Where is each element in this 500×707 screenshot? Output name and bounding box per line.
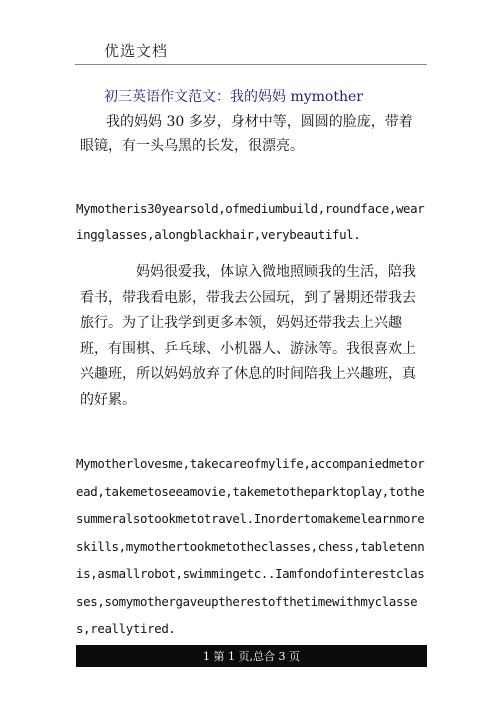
paragraph-2-chinese: 妈妈很爱我，体谅入微地照顾我的生活，陪我看书，带我看电影，带我去公园玩，到了暑期还带我去旅行。为了让我学到更多本领，妈妈还带我去上兴趣班，有围棋、乒乓球、小机器人、游泳等。我很喜欢上兴趣班，所以妈妈放弃了休息的时间陪我上兴趣班，真的好累。 [80, 264, 416, 408]
paragraph-1-chinese: 我的妈妈 30 多岁，身材中等，圆圆的脸庞，带着眼镜，有一头乌黑的长发，很漂亮。 [80, 114, 413, 154]
page-footer [76, 645, 427, 667]
paragraph-2-english: Mymotherlovesme,takecareofmylife,accompaniedmetoread,takemetoseeamovie,takemetotheparktoplay,tothesummeralsotookmetotravel.Inordertomakemelearnmoreskills,mymothertookmetotheclasses,chess,tabletennis,asmallrobot,swimmingetc..Iamfondofinterestclasses,somymothergaveuptherestofthetimewithmyclasses,reallytired. [76, 456, 425, 636]
header-divider [75, 64, 427, 65]
page-number-label: 1 第 1 页,总合 3 页 [203, 650, 300, 663]
document-header-label: 优选文档 [104, 42, 169, 60]
paragraph-1-english: Mymotheris30yearsold,ofmediumbuild,roundface,wearingglasses,alongblackhair,verybeautiful. [76, 201, 425, 242]
article-title: 初三英语作文范文：我的妈妈 mymother [104, 89, 363, 105]
